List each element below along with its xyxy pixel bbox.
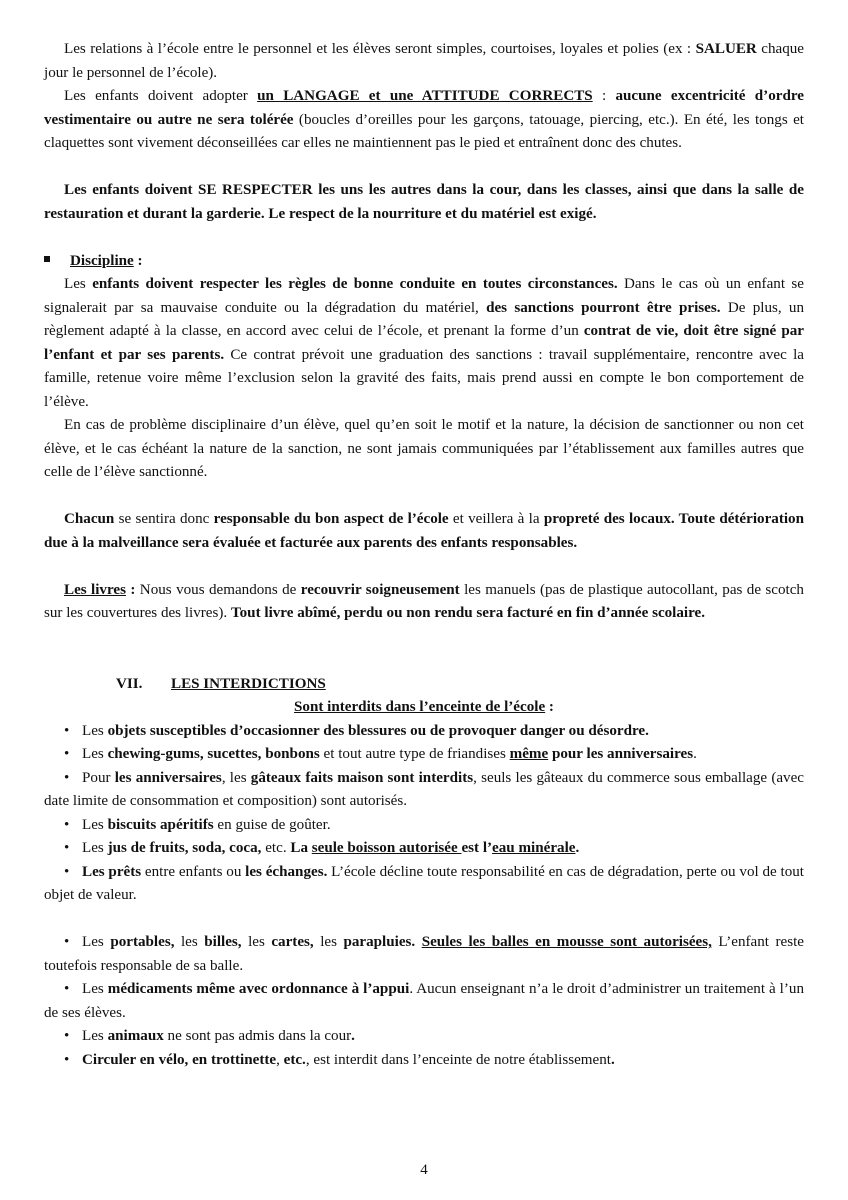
text: Dans le cas où un enfant se signalerait par sa mauvaise conduite ou la dégradation du matériel, [44, 276, 804, 316]
list-item [44, 1025, 804, 1049]
list-item [44, 837, 804, 861]
text: : [133, 252, 143, 269]
text: , seuls les gâteaux du commerce sous emballage (avec date limite de consommation et composition) sont autorisés. [44, 769, 804, 809]
section-heading [116, 673, 804, 697]
list-item [44, 931, 804, 978]
text: chaque jour le personnel de l’école). [44, 41, 804, 81]
list-item [44, 767, 804, 814]
text-bold: . [610, 1051, 615, 1068]
text: . Aucun enseignant n’a le droit d’administrer un traitement à l’un de ses élèves. [44, 981, 804, 1021]
text: (boucles d’oreilles pour les garçons, tatouage, piercing, etc.). En été, les tongs et claquettes sont vivement déconseillées car elles ne maintiennent pas le pied et entraînent donc des chutes. [44, 111, 804, 151]
paragraph-respect: Les enfants doivent SE RESPECTER les uns les autres dans la cour, dans les classes, ainsi que dans la salle de restauration et durant la garderie. Le respect de la nourriture et du matériel est exigé. [44, 182, 804, 222]
text: De plus, un règlement adapté à la classe, en accord avec celui de l’école, et prenant la forme d’un [44, 299, 805, 339]
bullet-icon: • [64, 840, 70, 856]
text-bold: des sanctions pourront être prises. [486, 299, 721, 316]
paragraph-relations [44, 38, 804, 85]
text: ne sont pas admis dans la cour [163, 1028, 352, 1044]
text: Les [82, 722, 108, 739]
bullet-icon: • [64, 746, 70, 762]
text: Nous vous demandons de [135, 581, 301, 598]
text-bold: Chacun [64, 511, 115, 527]
text: , les [221, 769, 251, 786]
text: Les [82, 1028, 108, 1044]
list-item [44, 978, 804, 1025]
text-bold: : [125, 581, 136, 598]
list-item [44, 743, 804, 767]
text: les [313, 934, 344, 950]
text-bold: responsable du bon aspect de l’école [213, 511, 449, 527]
bullet-icon: • [64, 934, 70, 950]
text: et veillera à la [448, 511, 544, 527]
discipline-title: Discipline [70, 252, 134, 269]
bullet-icon: • [64, 722, 70, 739]
text-bold-underlined: un LANGAGE et une ATTITUDE CORRECTS [257, 88, 593, 104]
text: Les [82, 981, 108, 997]
text: Les [82, 746, 108, 762]
text-bold: jus de fruits, soda, coca, [107, 840, 262, 856]
text: les [241, 934, 272, 950]
text-bold: enfants doivent respecter les règles de bonne conduite en toutes circonstances. [92, 276, 618, 292]
bullet-icon: • [64, 863, 70, 880]
text-bold: . [575, 840, 580, 856]
text: et tout autre type de friandises [319, 746, 510, 762]
text-bold: propreté des locaux. Toute détérioration due à la malveillance sera évaluée et facturée aux parents des enfants responsables. [44, 511, 804, 551]
text-bold: gâteaux faits maison sont interdits [250, 769, 474, 786]
list-item [44, 1049, 804, 1073]
list-item [44, 720, 804, 744]
bullet-icon: • [64, 1028, 70, 1044]
text-bold: Tout livre abîmé, perdu ou non rendu sera facturé en fin d’année scolaire. [230, 605, 706, 621]
text-bold: objets susceptibles d’occasionner des blessures ou de provoquer danger ou désordre. [107, 722, 649, 739]
text: , [276, 1051, 284, 1068]
page-number: 4 [420, 1162, 428, 1178]
text-bold: animaux [107, 1028, 164, 1044]
text: Les [82, 816, 108, 833]
text-bold-underlined: eau minérale [492, 840, 576, 856]
text-bold: chewing-gums, sucettes, bonbons [107, 746, 320, 762]
text: entre enfants ou [141, 863, 246, 880]
text: , est interdit dans l’enceinte de notre établissement [305, 1051, 611, 1068]
text-bold: cartes, [271, 934, 314, 950]
text: . [693, 746, 697, 762]
section-subtitle [44, 696, 804, 720]
text-bold: contrat de vie, doit être signé par l’enfant et par ses parents. [44, 323, 804, 363]
text: les [174, 934, 205, 950]
paragraph-discipline-rules [44, 273, 804, 414]
text: Les [64, 276, 93, 292]
text-bold: . [351, 1028, 355, 1044]
livres-title: Les livres [64, 581, 126, 598]
text-bold-underlined: même [509, 746, 549, 762]
text: Les relations à l’école entre le personnel et les élèves seront simples, courtoises, loyales et polies (ex : [64, 41, 696, 57]
text-bold: aucune excentricité d’ordre vestimentaire ou autre ne sera tolérée [44, 88, 804, 128]
paragraph-livres [44, 579, 804, 626]
bullet-icon: • [64, 1051, 70, 1068]
bullet-icon: • [64, 981, 70, 997]
paragraph-discipline-confidentiality: En cas de problème disciplinaire d’un élève, quel qu’en soit le motif et la nature, la décision de sanctionner ou non cet élève, et le cas échéant la nature de la sanction, ne sont jamais communiquées par l’établissement aux familles autres que celle de l’élève sanctionné. [44, 417, 804, 480]
discipline-heading [44, 250, 804, 274]
text: en guise de goûter. [213, 816, 331, 833]
paragraph-chacun [44, 508, 804, 555]
text: L’enfant reste toutefois responsable de sa balle. [44, 934, 804, 974]
text-bold: recouvrir soigneusement [300, 581, 460, 598]
text: etc. [261, 840, 291, 856]
text: Pour [82, 769, 115, 786]
text-bold: médicaments même avec ordonnance à l’appui [107, 981, 410, 997]
text-bold: SALUER [695, 41, 757, 57]
text: L’école décline toute responsabilité en cas de dégradation, perte ou vol de tout objet de valeur. [44, 863, 804, 903]
text-bold: les échanges. [245, 863, 328, 880]
text: : [592, 88, 616, 104]
document-page [44, 38, 804, 1072]
text-bold: Circuler en vélo, en trottinette [82, 1051, 277, 1068]
text: Les [82, 934, 111, 950]
square-bullet-icon [44, 256, 50, 262]
text: se sentira donc [114, 511, 214, 527]
text: les manuels (pas de plastique autocollant, pas de scotch sur les couvertures des livres). [44, 581, 804, 621]
section-title: LES INTERDICTIONS [171, 675, 326, 692]
text-bold: portables, [110, 934, 175, 950]
text-bold: biscuits apéritifs [107, 816, 214, 833]
text-bold: etc. [283, 1051, 306, 1068]
bullet-icon: • [64, 816, 70, 833]
section-number: VII. [116, 675, 143, 692]
subtitle-text: Sont interdits dans l’enceinte de l’école [294, 699, 546, 715]
list-item [44, 861, 804, 908]
list-item [44, 814, 804, 838]
text: Ce contrat prévoit une graduation des sanctions : travail supplémentaire, rencontre avec la famille, retenue voire même l’exclusion selon la gravité des faits, mais prend aussi en compte le bon comportement de l’élève. [44, 346, 804, 410]
text: Les [82, 840, 108, 856]
text-bold: Les prêts [82, 863, 142, 880]
bullet-icon: • [64, 769, 70, 786]
text: : [545, 699, 554, 715]
text-bold-underlined: seule boisson autorisée [311, 840, 462, 856]
text-bold: billes, [204, 934, 242, 950]
text-bold: est l’ [461, 840, 493, 856]
text-bold: pour les anniversaires [548, 746, 694, 762]
text-bold: parapluies. [343, 934, 416, 950]
text-bold: La [290, 840, 312, 856]
text-bold-underlined: Seules les balles en mousse sont autorisées, [421, 934, 712, 950]
text: Les enfants doivent adopter [64, 88, 258, 104]
paragraph-langage [44, 85, 804, 156]
text-bold: les anniversaires [114, 769, 222, 786]
